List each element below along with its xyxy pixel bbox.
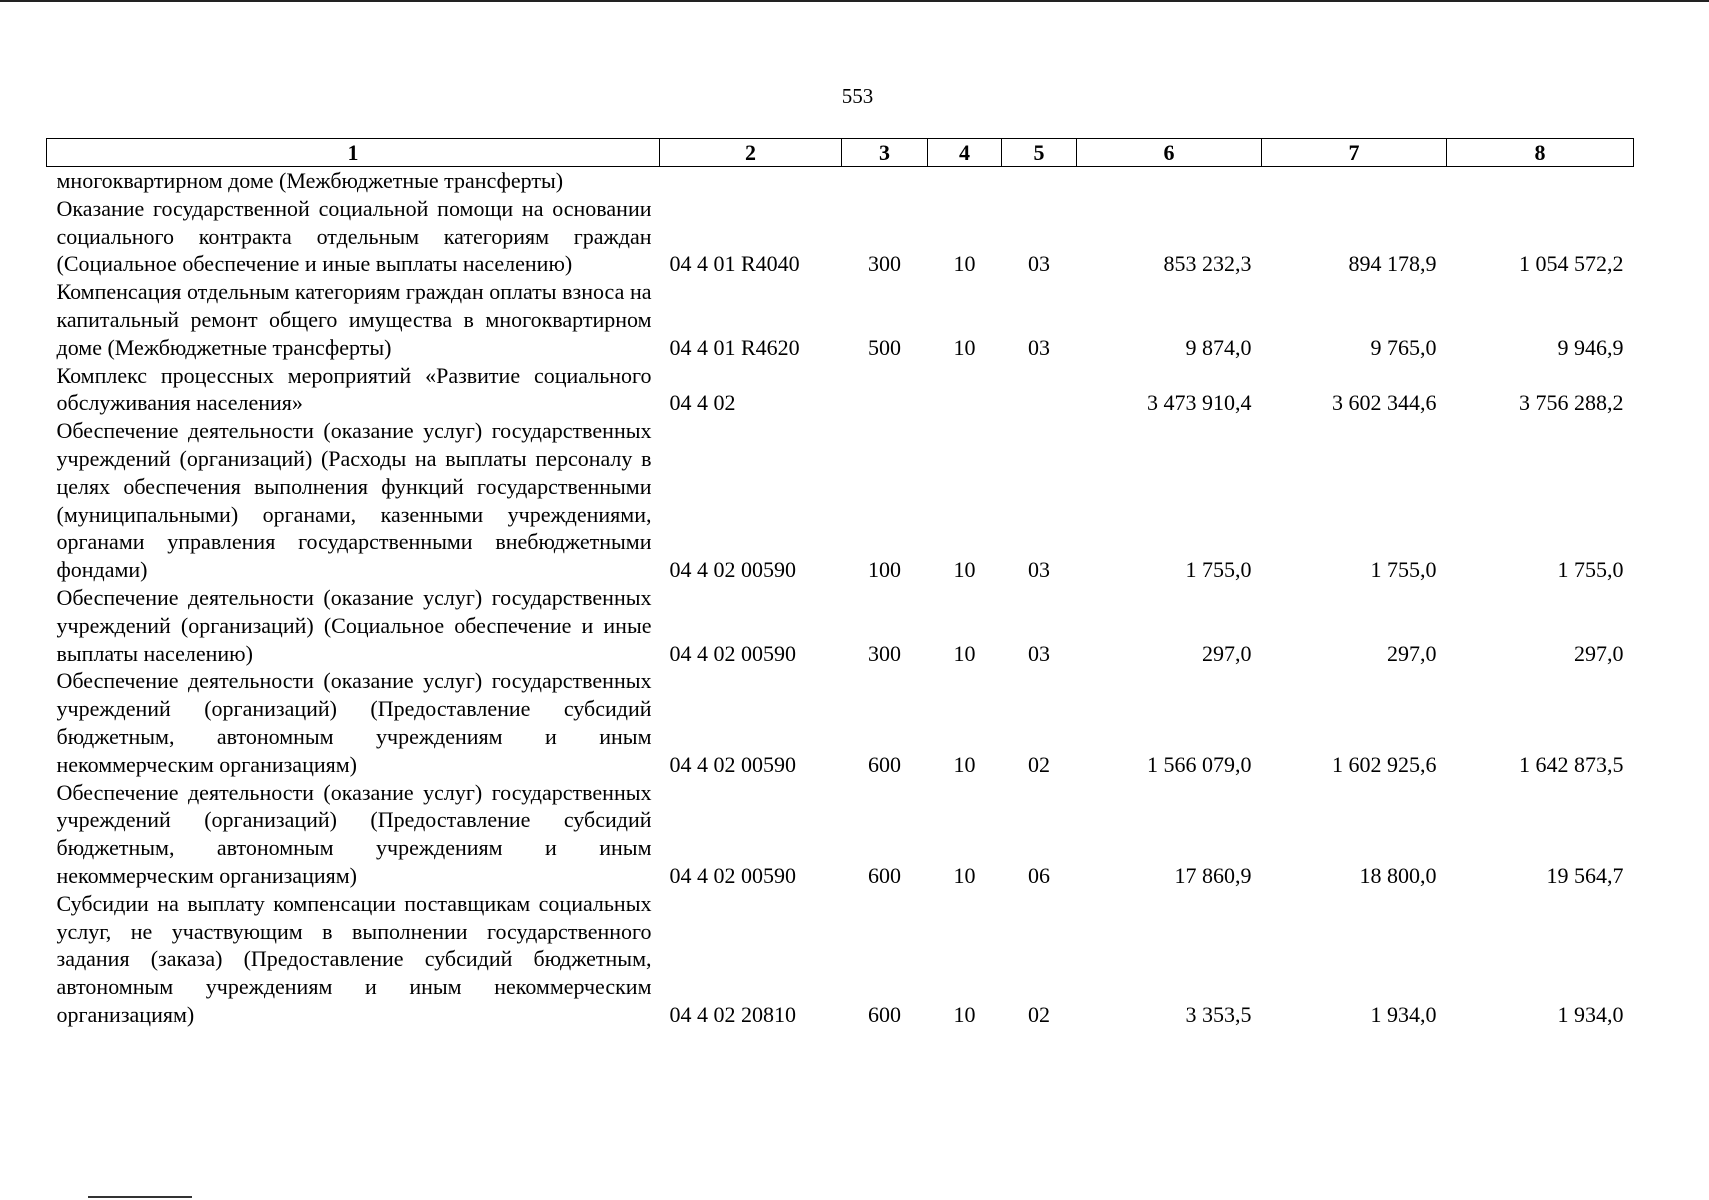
row-year3-cell: 19 564,7 bbox=[1546, 862, 1624, 888]
table-row bbox=[47, 167, 1634, 195]
row-rz-cell: 10 bbox=[953, 557, 976, 583]
row-name-cell: многоквартирном доме (Межбюджетные трансферты) bbox=[56, 168, 564, 193]
header-col-5: 5 bbox=[1002, 139, 1077, 167]
table-row bbox=[47, 195, 1634, 278]
row-year3-cell bbox=[1447, 167, 1634, 195]
row-vr-cell bbox=[842, 362, 928, 418]
row-name-cell: Субсидии на выплату компенсации поставщикам социальных услуг, не участвующим в выполнении государственного задания (заказа) (Предоставление субсидий бюджетным, автономным учреждениям и иным некоммерческим организациям) bbox=[56, 890, 652, 1027]
table-row bbox=[47, 278, 1634, 361]
row-pr-cell: 06 bbox=[1028, 862, 1050, 888]
row-rz-cell: 10 bbox=[953, 334, 976, 360]
row-year3-cell: 1 054 572,2 bbox=[1519, 251, 1624, 277]
row-pr-cell: 03 bbox=[1028, 251, 1050, 277]
row-year1-cell: 3 353,5 bbox=[1185, 1001, 1252, 1027]
budget-table bbox=[46, 138, 1634, 1029]
row-name-cell: Компенсация отдельным категориям граждан оплаты взноса на капитальный ремонт общего имущества в многоквартирном доме (Межбюджетные трансферты) bbox=[56, 279, 652, 360]
row-vr-cell: 300 bbox=[868, 251, 901, 277]
row-year1-cell: 3 473 910,4 bbox=[1147, 390, 1252, 416]
row-year1-cell bbox=[1077, 167, 1262, 195]
row-year1-cell: 17 860,9 bbox=[1174, 862, 1252, 888]
page-number: 553 bbox=[841, 84, 874, 108]
row-vr-cell: 100 bbox=[868, 557, 901, 583]
row-pr-cell: 02 bbox=[1028, 751, 1050, 777]
row-rz-cell: 10 bbox=[953, 751, 976, 777]
row-year2-cell: 1 755,0 bbox=[1370, 557, 1437, 583]
row-year2-cell bbox=[1262, 167, 1447, 195]
row-code-cell: 04 4 02 bbox=[669, 390, 736, 416]
header-col-1: 1 bbox=[47, 139, 660, 167]
row-rz-cell bbox=[928, 167, 1002, 195]
row-code-cell: 04 4 02 00590 bbox=[669, 862, 796, 888]
top-border-line bbox=[0, 0, 1709, 2]
row-pr-cell bbox=[1002, 167, 1077, 195]
row-year1-cell: 853 232,3 bbox=[1163, 251, 1252, 277]
row-rz-cell: 10 bbox=[953, 251, 976, 277]
row-year2-cell: 894 178,9 bbox=[1348, 251, 1437, 277]
header-col-7: 7 bbox=[1262, 139, 1447, 167]
row-name-cell: Обеспечение деятельности (оказание услуг) государственных учреждений (организаций) (Расходы на выплаты персоналу в целях обеспечения выполнения функций государственными (муниципальными) органами, казенными учреждениями, органами управления государственными внебюджетными фондами) bbox=[56, 418, 652, 583]
row-code-cell: 04 4 01 R4040 bbox=[669, 251, 800, 277]
row-year3-cell: 1 934,0 bbox=[1557, 1001, 1624, 1027]
row-year3-cell: 3 756 288,2 bbox=[1519, 390, 1624, 416]
row-pr-cell: 03 bbox=[1028, 640, 1050, 666]
row-year2-cell: 297,0 bbox=[1387, 640, 1437, 666]
header-row bbox=[47, 139, 1634, 167]
row-vr-cell: 600 bbox=[868, 1001, 901, 1027]
row-year3-cell: 9 946,9 bbox=[1557, 334, 1624, 360]
table-row bbox=[47, 417, 1634, 584]
row-code-cell: 04 4 02 00590 bbox=[669, 640, 796, 666]
row-year2-cell: 9 765,0 bbox=[1370, 334, 1437, 360]
row-rz-cell: 10 bbox=[953, 640, 976, 666]
row-code-cell: 04 4 02 00590 bbox=[669, 557, 796, 583]
row-vr-cell: 600 bbox=[868, 751, 901, 777]
row-name-cell: Обеспечение деятельности (оказание услуг) государственных учреждений (организаций) (Социальное обеспечение и иные выплаты населению) bbox=[56, 584, 652, 666]
table-header bbox=[47, 139, 1634, 167]
row-year3-cell: 1 642 873,5 bbox=[1519, 751, 1624, 777]
row-name-cell: Комплекс процессных мероприятий «Развитие социального обслуживания населения» bbox=[56, 362, 652, 416]
header-col-2: 2 bbox=[660, 139, 842, 167]
row-year3-cell: 1 755,0 bbox=[1557, 557, 1624, 583]
row-code-cell: 04 4 02 00590 bbox=[669, 751, 796, 777]
row-year2-cell: 3 602 344,6 bbox=[1332, 390, 1437, 416]
row-year1-cell: 1 566 079,0 bbox=[1147, 751, 1252, 777]
row-pr-cell bbox=[1002, 362, 1077, 418]
header-col-8: 8 bbox=[1447, 139, 1634, 167]
row-year2-cell: 18 800,0 bbox=[1359, 862, 1437, 888]
row-rz-cell: 10 bbox=[953, 1001, 976, 1027]
row-year1-cell: 1 755,0 bbox=[1185, 557, 1252, 583]
table-row bbox=[47, 779, 1634, 890]
row-year2-cell: 1 934,0 bbox=[1370, 1001, 1437, 1027]
row-rz-cell: 10 bbox=[953, 862, 976, 888]
footnote-separator-line bbox=[88, 1196, 192, 1198]
header-col-4: 4 bbox=[928, 139, 1002, 167]
row-vr-cell: 300 bbox=[868, 640, 901, 666]
row-rz-cell bbox=[928, 362, 1002, 418]
row-name-cell: Оказание государственной социальной помощи на основании социального контракта отдельным категориям граждан (Социальное обеспечение и иные выплаты населению) bbox=[56, 195, 652, 277]
row-year2-cell: 1 602 925,6 bbox=[1332, 751, 1437, 777]
table-row bbox=[47, 890, 1634, 1029]
row-pr-cell: 03 bbox=[1028, 557, 1050, 583]
table-body bbox=[47, 167, 1634, 1029]
row-code-cell: 04 4 01 R4620 bbox=[669, 334, 800, 360]
row-vr-cell: 500 bbox=[868, 334, 901, 360]
row-year3-cell: 297,0 bbox=[1574, 640, 1624, 666]
header-col-3: 3 bbox=[842, 139, 928, 167]
table-row bbox=[47, 584, 1634, 667]
table-row bbox=[47, 362, 1634, 418]
table-row bbox=[47, 667, 1634, 778]
row-name-cell: Обеспечение деятельности (оказание услуг) государственных учреждений (организаций) (Предоставление субсидий бюджетным, автономным учреждениям и иным некоммерческим организациям) bbox=[56, 779, 652, 888]
row-pr-cell: 02 bbox=[1028, 1001, 1050, 1027]
row-name-cell: Обеспечение деятельности (оказание услуг) государственных учреждений (организаций) (Предоставление субсидий бюджетным, автономным учреждениям и иным некоммерческим организациям) bbox=[56, 668, 652, 777]
header-col-6: 6 bbox=[1077, 139, 1262, 167]
row-pr-cell: 03 bbox=[1028, 334, 1050, 360]
row-code-cell: 04 4 02 20810 bbox=[669, 1001, 796, 1027]
row-vr-cell: 600 bbox=[868, 862, 901, 888]
row-year1-cell: 297,0 bbox=[1202, 640, 1252, 666]
row-code-cell bbox=[660, 167, 842, 195]
row-vr-cell bbox=[842, 167, 928, 195]
row-year1-cell: 9 874,0 bbox=[1185, 334, 1252, 360]
